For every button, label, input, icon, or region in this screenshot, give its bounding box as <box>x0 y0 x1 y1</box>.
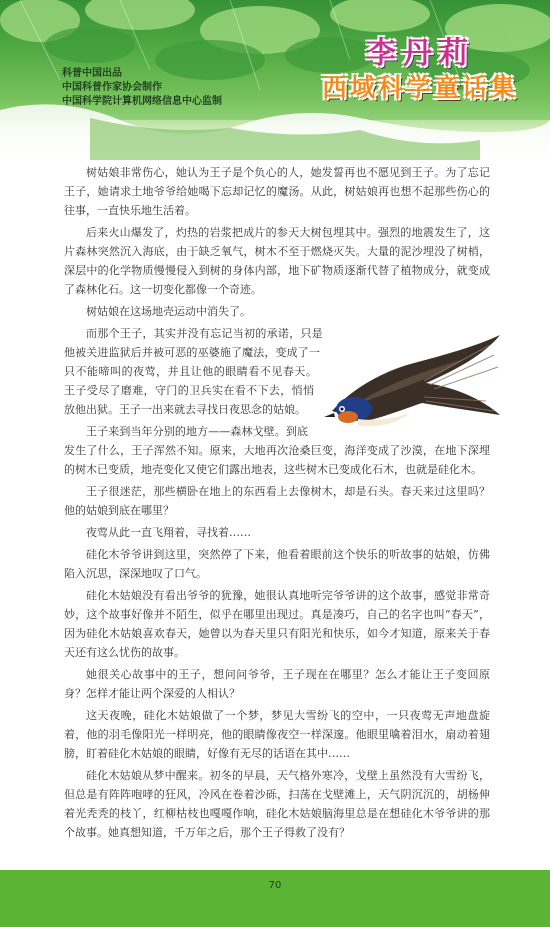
paragraph: 而那个王子，其实并没有忘记当初的承诺，只是他被关进监狱后并被可恶的巫婆施了魔法，变成了一只不能啼叫的夜莺，并且让他的眼睛看不见春天。王子受尽了磨难，守门的卫兵实在看不下去，悄悄放他出狱。王子一出来就去寻找日夜思念的姑娘。 <box>64 327 323 416</box>
swallow-illustration <box>314 325 504 437</box>
paragraph: 树姑娘在这场地壳运动中消失了。 <box>86 305 251 318</box>
paragraph: 树姑娘非常伤心，她认为王子是个负心的人，她发誓再也不愿见到王子。为了忘记王子，她请求土地爷爷给她喝下忘却记忆的魔汤。从此，树姑娘再也想不起那些伤心的往事，一直快乐地生活着。 <box>64 166 490 217</box>
paragraph: 硅化木爷爷讲到这里，突然停了下来，他看着眼前这个快乐的听故事的姑娘，仿佛陷入沉思，深深地叹了口气。 <box>64 548 490 580</box>
publisher-credits <box>62 67 222 109</box>
publisher-line: 科普中国出品 <box>62 68 122 79</box>
page-number: 70 <box>268 880 282 891</box>
publisher-line: 中国科学院计算机网络信息中心监制 <box>62 96 222 107</box>
paragraph: 这天夜晚，硅化木姑娘做了一个梦，梦见大雪纷飞的空中，一只夜莺无声地盘旋着，他的羽毛像阳光一样明亮，他的眼睛像夜空一样深邃。他眼里噙着泪水，扇动着翅膀，盯着硅化木姑娘的眼睛，好像有无尽的话语在其中…… <box>64 709 490 760</box>
paragraph: 硅化木姑娘从梦中醒来。初冬的早晨，天气格外寒冷，戈壁上虽然没有大雪纷飞，但总是有阵阵咆哮的狂风，冷风在卷着沙砾，扫荡在戈壁滩上，天气阴沉沉的，胡杨伸着光秃秃的枝丫，红柳枯枝也嘎嘎作响，硅化木姑娘脑海里总是在想硅化木爷爷讲的那个故事。她真想知道，千万年之后，那个王子得救了没有？ <box>64 769 490 839</box>
story-body <box>64 163 490 842</box>
author-name: 李丹莉 <box>366 36 474 71</box>
footer-band <box>0 870 550 927</box>
paragraph: 硅化木姑娘没有看出爷爷的犹豫，她很认真地听完爷爷讲的这个故事，感觉非常奇妙，这个故事好像并不陌生，似乎在哪里出现过。真是凑巧，自己的名字也叫“春天”，因为硅化木姑娘喜欢春天，她曾以为春天里只有阳光和快乐，如今才知道，原来关于春天还有这么忧伤的故事。 <box>64 589 490 659</box>
series-title <box>300 36 540 104</box>
paragraph: 夜莺从此一直飞翔着，寻找着…… <box>86 526 251 539</box>
book-title: 西域科学童话集 <box>321 73 518 102</box>
paragraph: 她很关心故事中的王子，想问问爷爷，王子现在在哪里？怎么才能让王子变回原身？怎样才能让两个深爱的人相认？ <box>64 668 490 700</box>
paragraph: 王子很迷茫，那些横卧在地上的东西看上去像树木，却是石头。春天来过这里吗？他的姑娘到底在哪里？ <box>64 485 490 517</box>
swallow-bird-icon <box>314 325 504 437</box>
paragraph: 王子来到当年分别的地方——森林戈壁。到底发生了什么，王子浑然不知。原来，大地再次沧桑巨变，海洋变成了沙漠，在地下深埋的树木已变质，地壳变化又使它们露出地表，这些树木已变成化石木，也就是硅化木。 <box>64 425 490 476</box>
publisher-line: 中国科普作家协会制作 <box>62 82 162 93</box>
header-banner <box>0 0 550 160</box>
paragraph: 后来火山爆发了，灼热的岩浆把成片的参天大树包埋其中。强烈的地震发生了，这片森林突然沉入海底，由于缺乏氧气，树木不至于燃烧灭失。大量的泥沙埋没了树梢，深层中的化学物质慢慢侵入到树的身体内部，地下矿物质逐渐代替了植物成分，就变成了森林化石。这一切变化都像一个奇迹。 <box>64 226 490 296</box>
